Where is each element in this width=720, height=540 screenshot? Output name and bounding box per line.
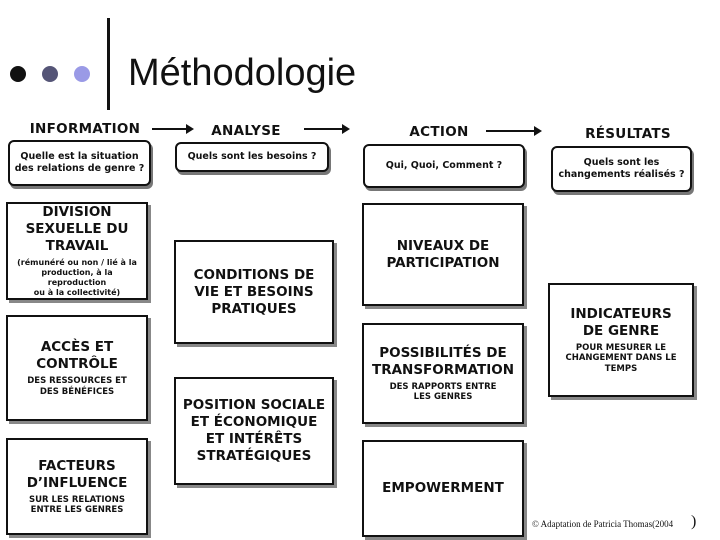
- bullet-dot-3: [74, 66, 90, 82]
- question-resultats-text: Quels sont les changements réalisés ?: [558, 157, 685, 180]
- box-division-note: (rémunéré ou non / lié à la production, à la reproduction ou à la collectivité): [17, 258, 137, 297]
- credit-paren: ): [691, 513, 697, 530]
- box-facteurs-influence: [6, 438, 148, 535]
- question-information-text: Quelle est la situation des relations de genre ?: [14, 151, 145, 174]
- box-facteurs-sub: SUR LES RELATIONS ENTRE LES GENRES: [29, 494, 125, 515]
- box-indicateurs-title: INDICATEURS DE GENRE: [570, 305, 672, 339]
- page-title: Méthodologie: [128, 52, 357, 94]
- box-acces-sub: DES RESSOURCES ET DES BÉNÉFICES: [27, 376, 127, 397]
- box-possibilites-sub: DES RAPPORTS ENTRE LES GENRES: [389, 381, 497, 402]
- question-action: [363, 144, 525, 188]
- box-division-sexuelle: [6, 202, 148, 300]
- credit-text: © Adaptation de Patricia Thomas(2004: [532, 519, 674, 529]
- question-analyse-text: Quels sont les besoins ?: [187, 151, 317, 162]
- box-conditions-title: CONDITIONS DE VIE ET BESOINS PRATIQUES: [193, 266, 315, 317]
- box-empowerment: [362, 440, 524, 537]
- box-position-title: POSITION SOCIALE ET ÉCONOMIQUE ET INTÉRÊTS STRATÉGIQUES: [182, 397, 326, 464]
- box-division-title: DIVISION SEXUELLE DU TRAVAIL: [25, 204, 129, 254]
- header-analyse: ANALYSE: [211, 123, 281, 139]
- bullet-dot-1: [10, 66, 26, 82]
- box-acces-title: ACCÈS ET CONTRÔLE: [36, 339, 118, 372]
- bullet-dot-2: [42, 66, 58, 82]
- box-indicateurs-genre: [548, 283, 694, 397]
- box-possibilites-title: POSSIBILITÉS DE TRANSFORMATION: [371, 344, 514, 378]
- header-resultats: RÉSULTATS: [585, 126, 671, 142]
- box-indicateurs-sub: POUR MESURER LE CHANGEMENT DANS LE TEMPS: [565, 342, 677, 374]
- title-divider: [107, 18, 110, 110]
- box-acces-controle: [6, 315, 148, 421]
- box-facteurs-title: FACTEURS D’INFLUENCE: [26, 457, 128, 491]
- question-action-text: Qui, Quoi, Comment ?: [385, 160, 503, 171]
- arrow-analyse-action: [304, 128, 348, 130]
- box-niveaux-participation: [362, 203, 524, 306]
- box-conditions-vie: [174, 240, 334, 344]
- question-resultats: [551, 146, 692, 192]
- header-action: ACTION: [409, 124, 469, 140]
- arrow-information-analyse: [152, 128, 192, 130]
- question-analyse: [175, 142, 329, 172]
- box-possibilites-transformation: [362, 323, 524, 424]
- box-niveaux-title: NIVEAUX DE PARTICIPATION: [386, 237, 500, 271]
- box-position-sociale: [174, 377, 334, 485]
- header-information: INFORMATION: [29, 121, 141, 137]
- question-information: [8, 140, 151, 186]
- arrow-action-resultats: [486, 130, 540, 132]
- box-empowerment-title: EMPOWERMENT: [382, 480, 504, 496]
